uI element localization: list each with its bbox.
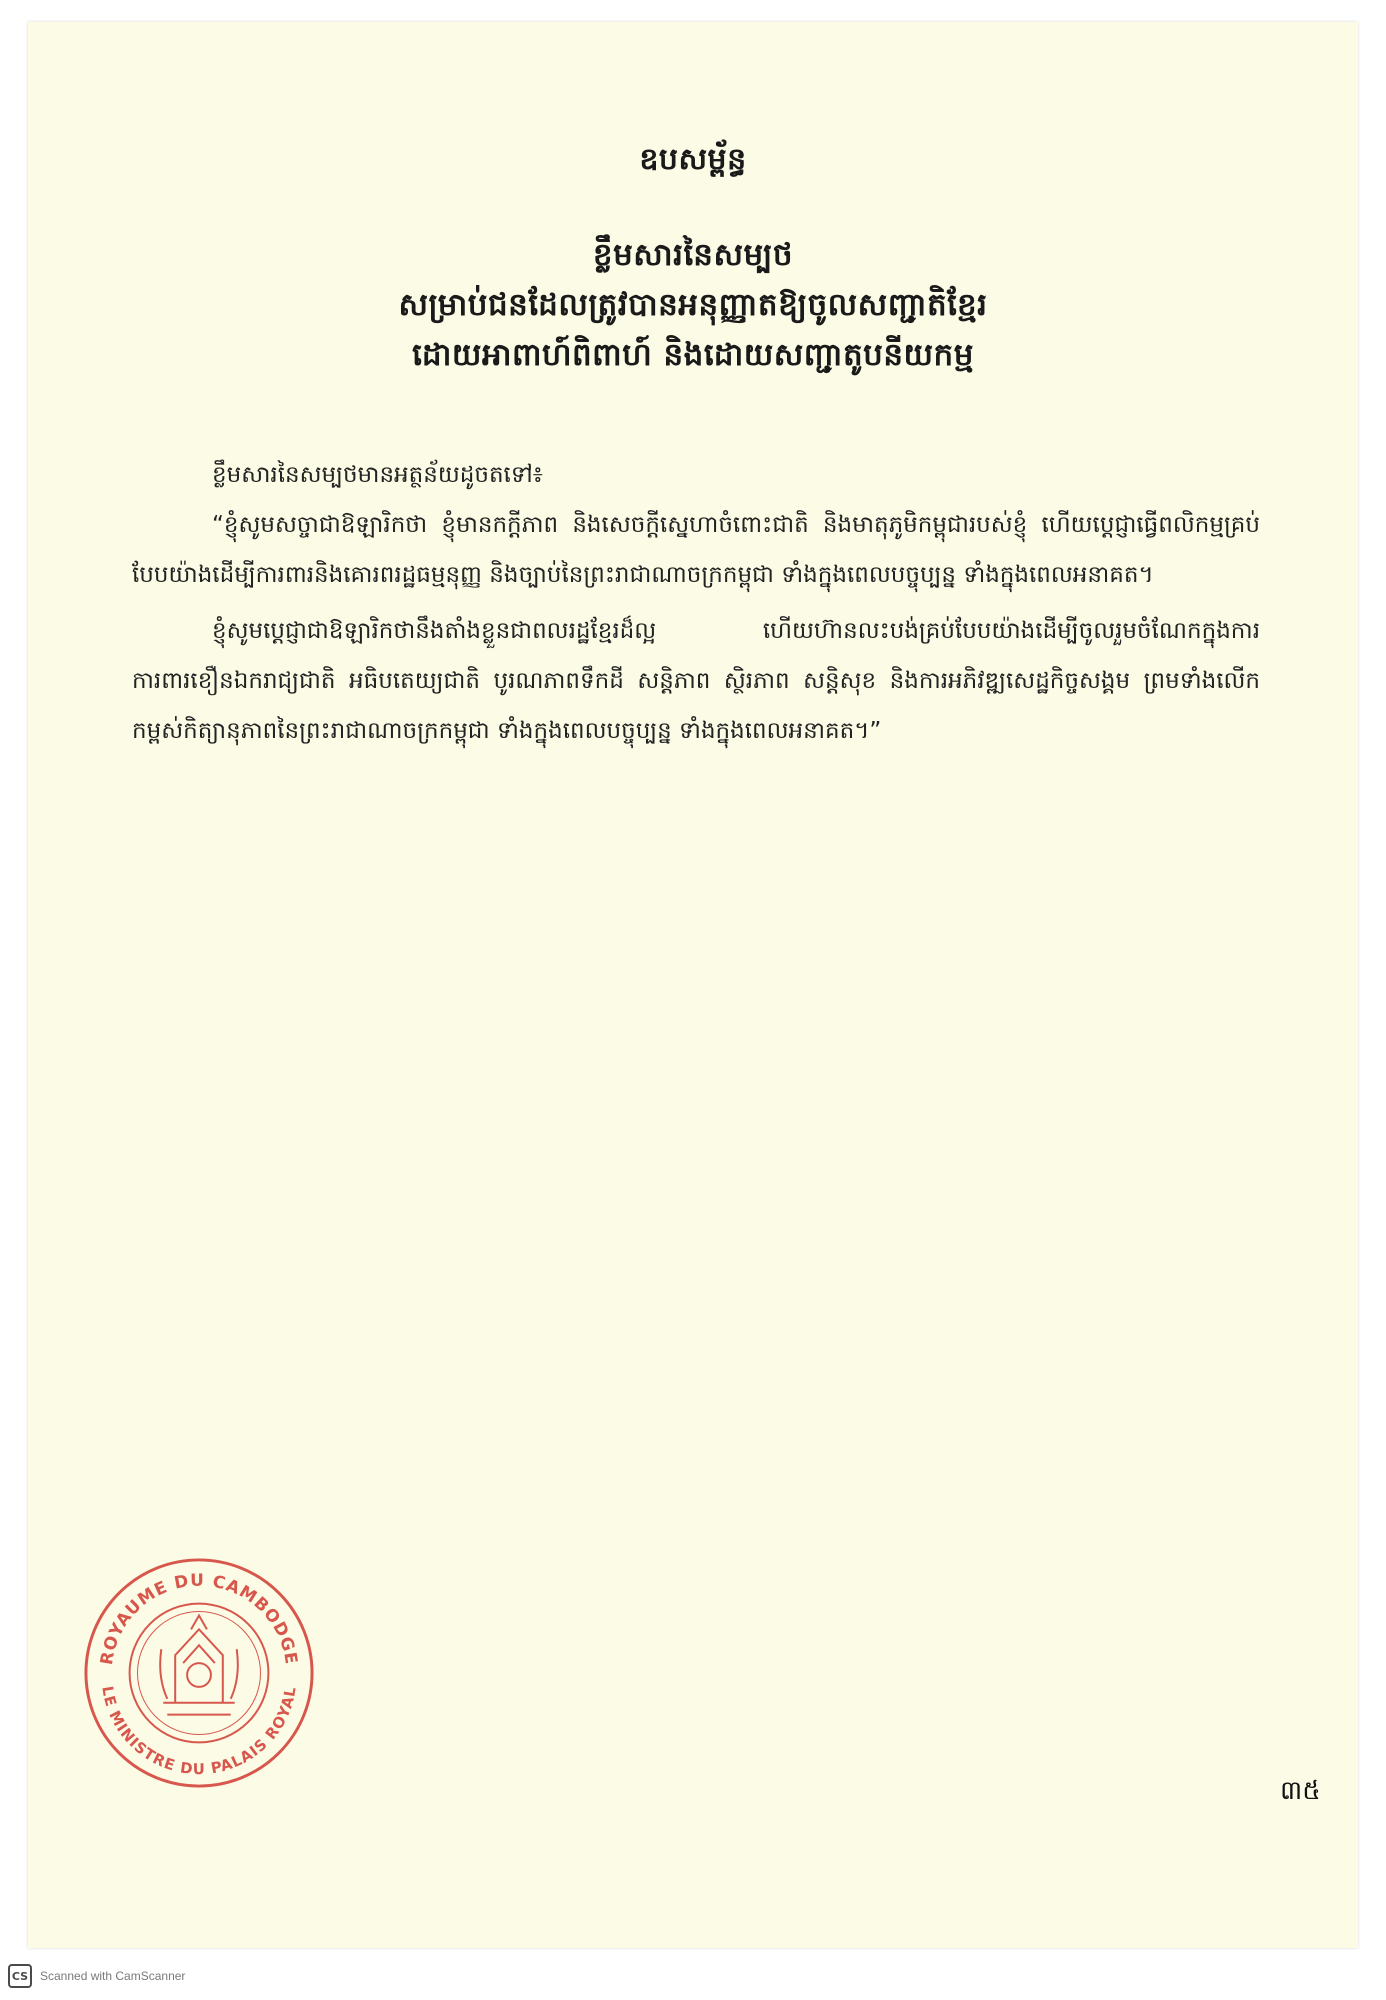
camscanner-logo-icon: CS xyxy=(8,1964,32,1988)
seal-top-text: ROYAUME DU CAMBODGE xyxy=(95,1569,302,1667)
page-number: ៣៥ xyxy=(1280,1776,1321,1806)
royal-palace-seal xyxy=(80,1554,318,1792)
title-line-3: ដោយអាពាហ៍ពិពាហ៍ និងដោយសញ្ជាតូបនីយកម្ម xyxy=(412,337,974,373)
title-line-1: ខ្លឹមសារនៃសម្បថ xyxy=(592,237,794,273)
title-line-2: សម្រាប់ជនដែលត្រូវបានអនុញ្ញាតឱ្យចូលសញ្ជាតិខ្មែរ xyxy=(398,287,988,323)
camscanner-label: Scanned with CamScanner xyxy=(40,1969,186,1983)
seal-bottom-text: LE MINISTRE DU PALAIS ROYAL xyxy=(98,1684,300,1779)
oath-paragraph-2: ខ្ញុំសូមប្តេជ្ញាជាឱឡារិកថានឹងតាំងខ្លួនជាពលរដ្ឋខ្មែរដ៏ល្អ ហើយហ៊ានលះបង់គ្រប់បែបយ៉ាងដើម្បីចូលរួមចំណែកក្នុងការការពារខឿនឯករាជ្យជាតិ អធិបតេយ្យជាតិ បូរណភាពទឹកដី សន្តិភាព ស្ថិរភាព សន្តិសុខ និងការអភិវឌ្ឍសេដ្ឋកិច្ចសង្គម ព្រមទាំងលើកកម្ពស់កិត្យានុភាពនៃព្រះរាជាណាចក្រកម្ពុជា ទាំងក្នុងពេលបច្ចុប្បន្ន ទាំងក្នុងពេលអនាគត។” xyxy=(132,618,1260,744)
oath-intro: ខ្លឹមសារនៃសម្បថមានអត្ថន័យដូចតទៅ៖ xyxy=(212,462,543,488)
oath-paragraph-1: “ខ្ញុំសូមសច្ចាជាឱឡារិកថា ខ្ញុំមានកក្តីភាព និងសេចក្តីស្នេហាចំពោះជាតិ និងមាតុភូមិកម្ពុជារបស់ខ្ញុំ ហើយប្តេជ្ញាធ្វើពលិកម្មគ្រប់បែបយ៉ាងដើម្បីការពារនិងគោរពរដ្ឋធម្មនុញ្ញ និងច្បាប់នៃព្រះរាជាណាចក្រកម្ពុជា ទាំងក្នុងពេលបច្ចុប្បន្ន ទាំងក្នុងពេលអនាគត។ xyxy=(132,512,1260,588)
annex-label: ឧបសម្ព័ន្ធ xyxy=(639,142,747,177)
document-headings xyxy=(28,140,1358,380)
camscanner-watermark xyxy=(8,1962,185,1990)
svg-text:LE MINISTRE DU PALAIS ROYAL xyxy=(98,1685,299,1778)
oath-body xyxy=(132,450,1260,756)
document-page xyxy=(28,22,1358,1948)
